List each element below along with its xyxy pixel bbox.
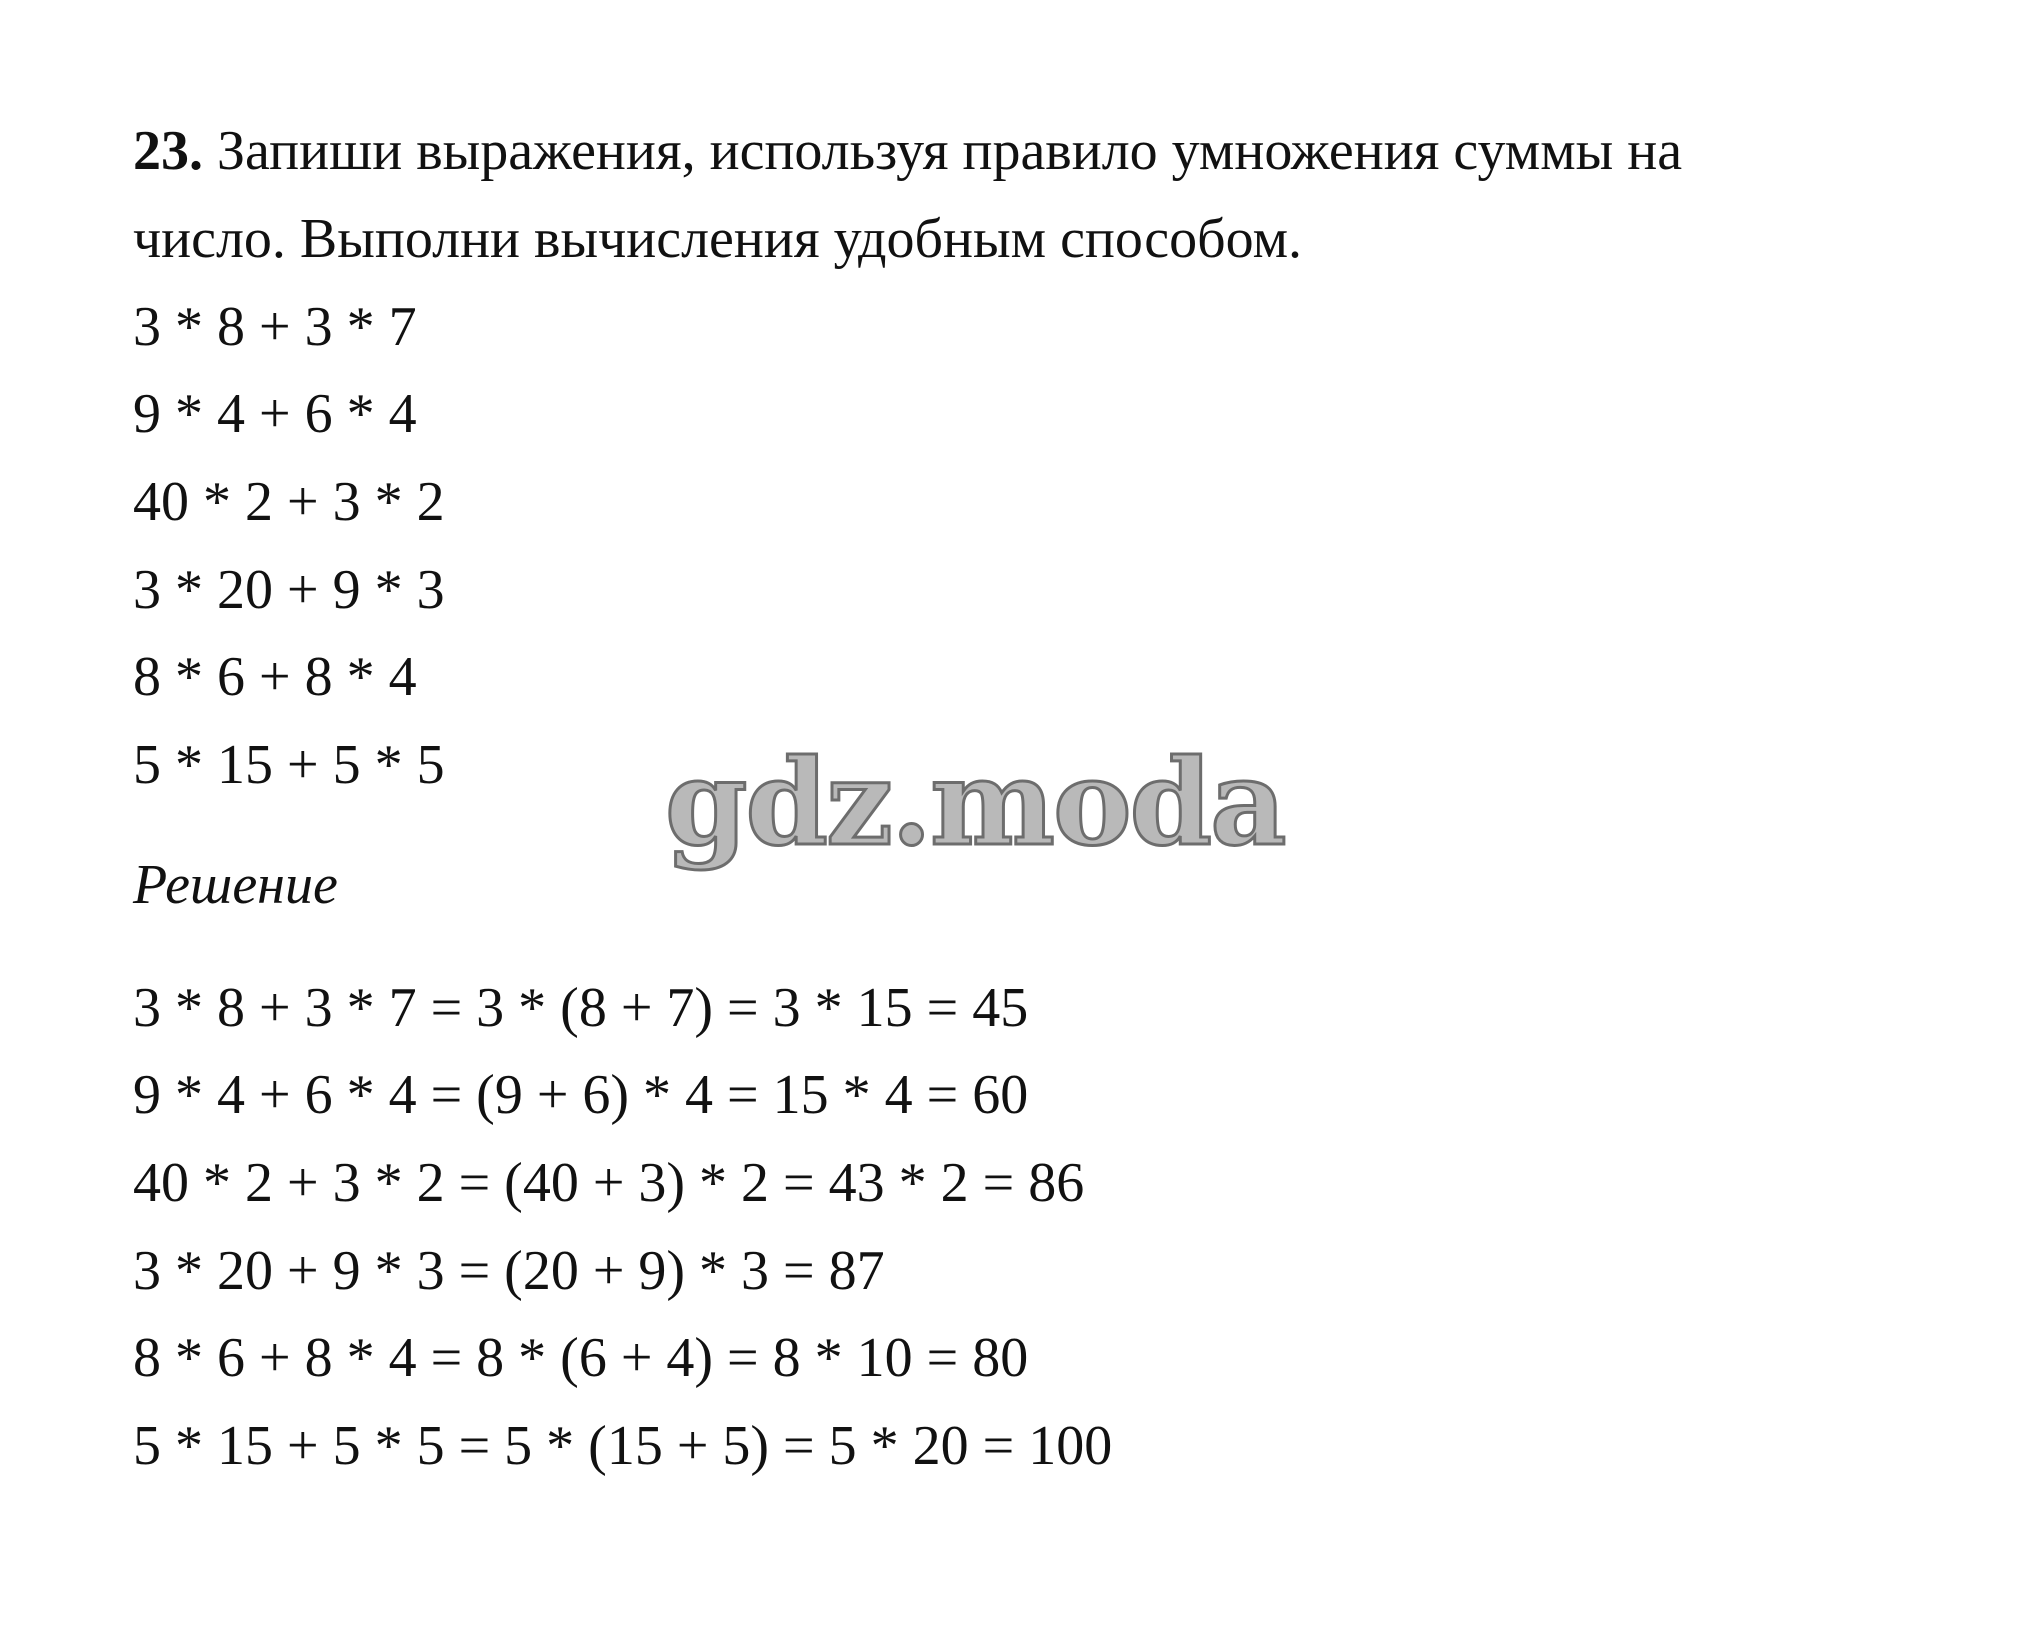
task-text-line-2: число. Выполни вычисления удобным способом. xyxy=(133,208,1302,270)
solution-heading: Решение xyxy=(133,854,338,916)
solution-line-4: 3 * 20 + 9 * 3 = (20 + 9) * 3 = 87 xyxy=(133,1240,885,1302)
task-statement-line-1 xyxy=(133,119,1682,183)
expression-3: 40 * 2 + 3 * 2 xyxy=(133,471,445,533)
task-number: 23. xyxy=(133,120,203,182)
solution-line-5: 8 * 6 + 8 * 4 = 8 * (6 + 4) = 8 * 10 = 80 xyxy=(133,1327,1029,1389)
expression-2: 9 * 4 + 6 * 4 xyxy=(133,383,417,445)
expression-4: 3 * 20 + 9 * 3 xyxy=(133,559,445,621)
expression-6: 5 * 15 + 5 * 5 xyxy=(133,734,445,796)
solution-line-2: 9 * 4 + 6 * 4 = (9 + 6) * 4 = 15 * 4 = 60 xyxy=(133,1064,1029,1126)
solution-line-3: 40 * 2 + 3 * 2 = (40 + 3) * 2 = 43 * 2 = 86 xyxy=(133,1152,1085,1214)
expression-5: 8 * 6 + 8 * 4 xyxy=(133,646,417,708)
watermark-logo: gdz.moda xyxy=(665,733,1285,872)
task-text-line-1: Запиши выражения, используя правило умножения суммы на xyxy=(217,120,1683,182)
expression-1: 3 * 8 + 3 * 7 xyxy=(133,296,417,358)
solution-line-1: 3 * 8 + 3 * 7 = 3 * (8 + 7) = 3 * 15 = 45 xyxy=(133,977,1029,1039)
solution-line-6: 5 * 15 + 5 * 5 = 5 * (15 + 5) = 5 * 20 = 100 xyxy=(133,1415,1113,1477)
